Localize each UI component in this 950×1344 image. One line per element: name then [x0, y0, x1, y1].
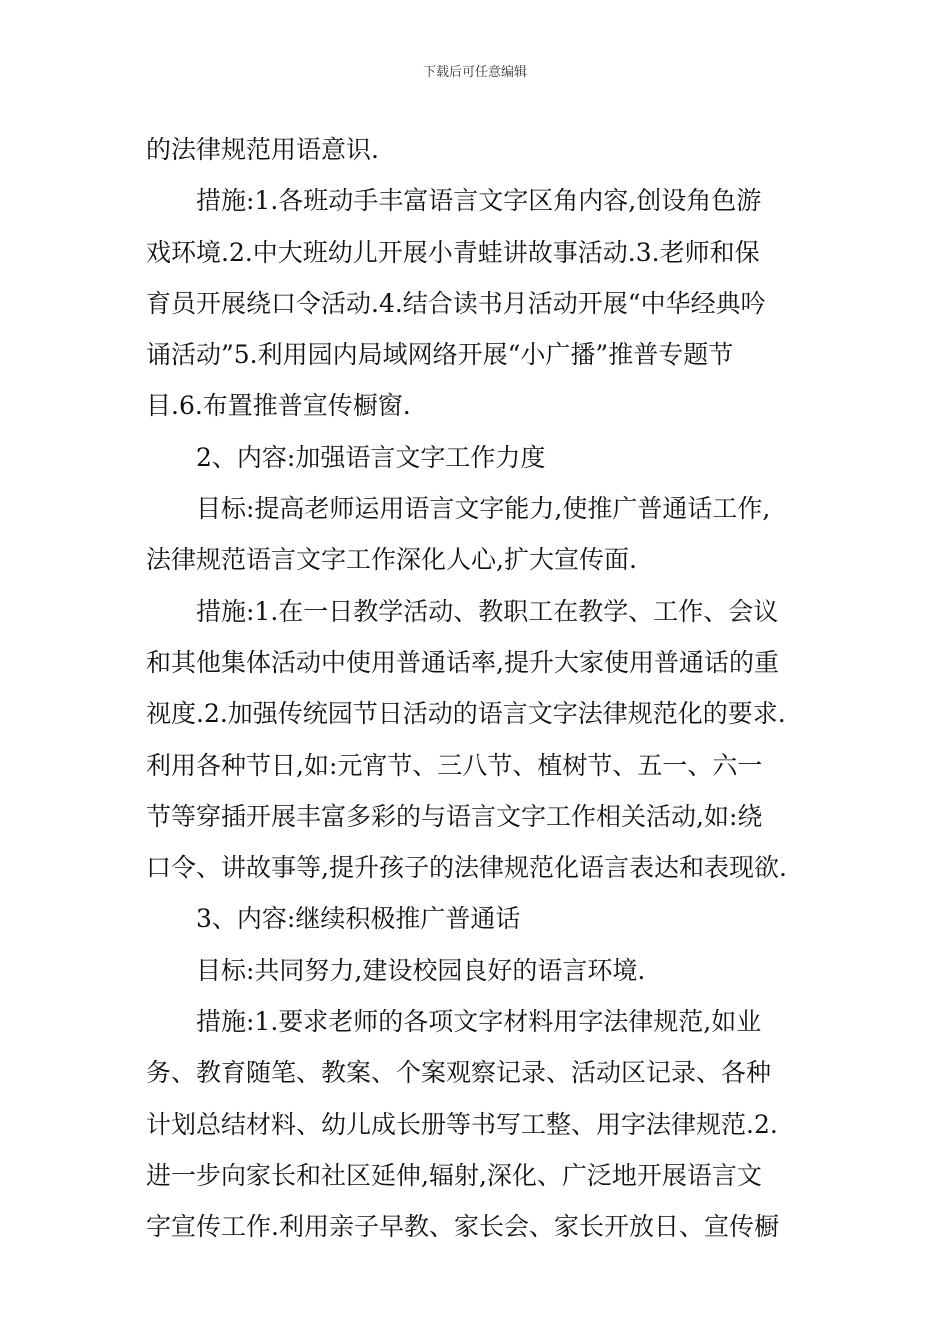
text-line-20: 计划总结材料、幼儿成长册等书写工整、用字法律规范.2. [146, 1109, 778, 1139]
text-line-2: 措施:1.各班动手丰富语言文字区角内容,创设角色游 [196, 186, 762, 216]
text-line-1: 的法律规范用语意识. [146, 135, 379, 164]
text-line-15: 口令、讲故事等,提升孩子的法律规范化语言表达和表现欲. [146, 853, 787, 883]
document-body [146, 124, 806, 1253]
text-line-9: 法律规范语言文字工作深化人心,扩大宣传面. [146, 545, 637, 575]
text-line-18: 措施:1.要求老师的各项文字材料用字法律规范,如业 [196, 1007, 762, 1037]
text-line-12: 视度.2.加强传统园节日活动的语言文字法律规范化的要求. [146, 699, 786, 729]
text-line-14: 节等穿插开展丰富多彩的与语言文字工作相关活动,如:绕 [146, 801, 763, 831]
text-line-22: 字宣传工作.利用亲子早教、家长会、家长开放日、宣传橱 [146, 1212, 779, 1242]
text-line-21: 进一步向家长和社区延伸,辐射,深化、广泛地开展语言文 [146, 1160, 762, 1190]
text-line-3: 戏环境.2.中大班幼儿开展小青蛙讲故事活动.3.老师和保 [146, 237, 760, 267]
text-line-7: 2、内容:加强语言文字工作力度 [196, 442, 546, 472]
text-line-13: 利用各种节日,如:元宵节、三八节、植树节、五一、六一 [146, 750, 763, 780]
text-line-4: 育员开展绕口令活动.4.结合读书月活动开展“中华经典吟 [146, 288, 766, 318]
text-line-11: 和其他集体活动中使用普通话率,提升大家使用普通话的重 [146, 647, 779, 677]
text-line-19: 务、教育随笔、教案、个案观察记录、活动区记录、各种 [146, 1058, 772, 1088]
text-line-16: 3、内容:继续积极推广普通话 [196, 904, 521, 934]
text-line-6: 目.6.布置推普宣传橱窗. [146, 391, 411, 421]
text-line-10: 措施:1.在一日教学活动、教职工在教学、工作、会议 [196, 596, 779, 626]
text-line-17: 目标:共同努力,建设校园良好的语言环境. [196, 955, 646, 985]
page-header: 下载后可任意编辑 [422, 65, 527, 80]
text-line-8: 目标:提高老师运用语言文字能力,使推广普通话工作, [196, 494, 771, 524]
text-line-5: 诵活动”5.利用园内局域网络开展“小广播”推普专题节 [146, 340, 734, 370]
